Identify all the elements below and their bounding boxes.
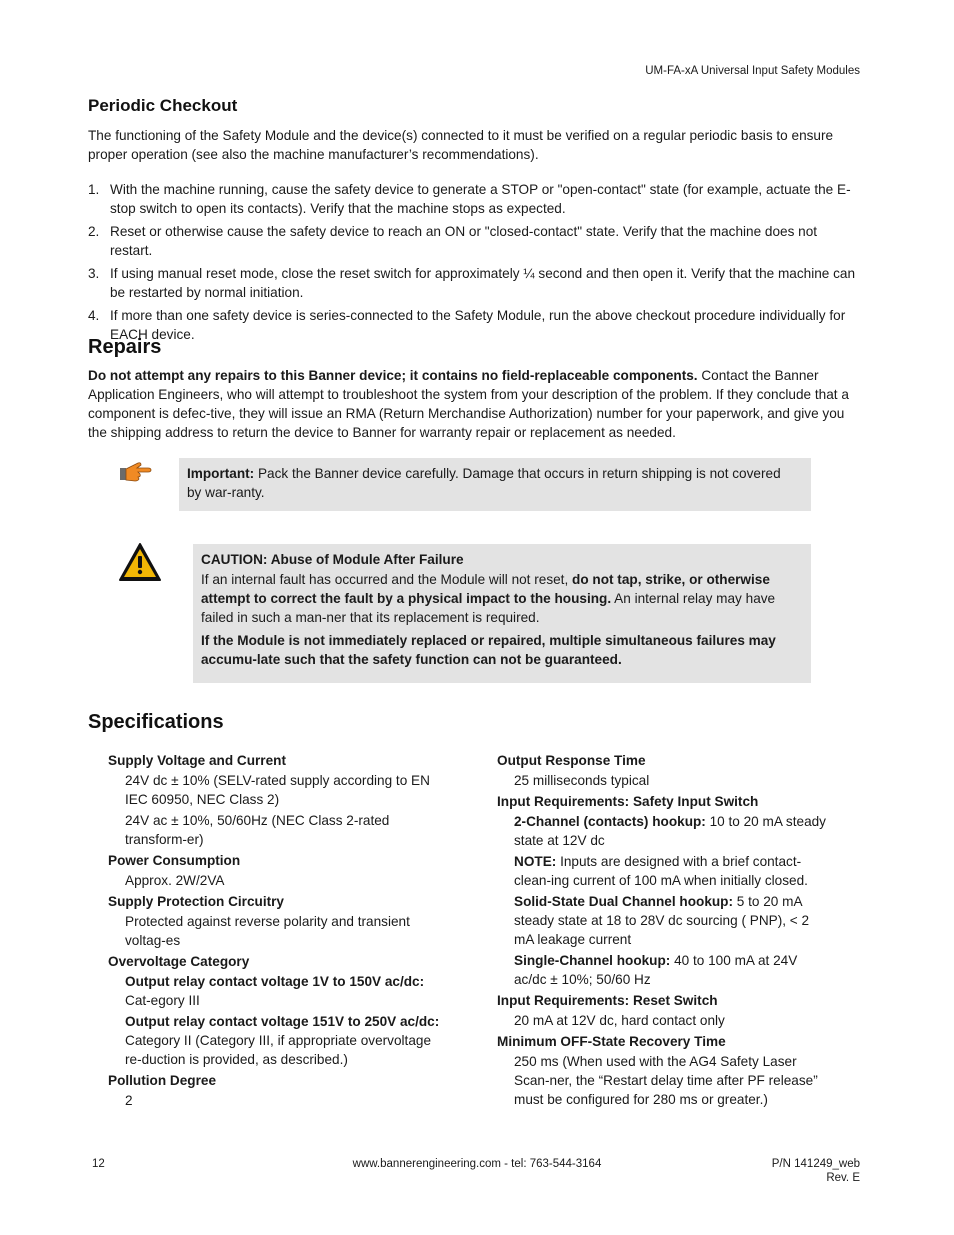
spec-value-bold: Output relay contact voltage 1V to 150V ac/dc:	[125, 974, 425, 989]
caution-text-a: If an internal fault has occurred and the Module will not reset,	[201, 572, 573, 587]
step-text: If more than one safety device is series-connected to the Safety Module, run the above checkout procedure individually for EACH device.	[110, 308, 846, 342]
spec-value: 250 ms (When used with the AG4 Safety Laser Scan-ner, the “Restart delay time after PF release” must be configured for 280 ms or greater.)	[514, 1054, 818, 1107]
spec-value: 2	[125, 1093, 133, 1108]
spec-title: Input Requirements: Safety Input Switch	[497, 794, 759, 809]
checkout-steps-list	[88, 180, 858, 348]
spec-value-text: Inputs are designed with a brief contact-clean-ing current of 100 mA when initially closed.	[514, 854, 808, 888]
important-label: Important:	[187, 466, 255, 481]
spec-supply-voltage	[108, 751, 443, 849]
spec-overvoltage-category	[108, 952, 443, 1069]
step-number: 1.	[88, 182, 100, 197]
caution-title: CAUTION: Abuse of Module After Failure	[201, 552, 464, 567]
list-item	[88, 264, 858, 302]
spec-safety-input	[497, 792, 832, 989]
spec-title: Output Response Time	[497, 753, 646, 768]
step-text: If using manual reset mode, close the reset switch for approximately ¼ second and then open it. Verify that the machine can be restarted by normal initiation.	[110, 266, 856, 300]
spec-value	[497, 852, 832, 890]
spec-title: Supply Voltage and Current	[108, 753, 286, 768]
spec-value: 24V dc ± 10% (SELV-rated supply according to EN IEC 60950, NEC Class 2)	[125, 773, 430, 807]
caution-text-c: An internal relay may have failed in such a man-ner that its replacement is required.	[201, 591, 776, 625]
heading-specifications: Specifications	[88, 711, 224, 733]
important-text: Pack the Banner device carefully. Damage that occurs in return shipping is not covered by war-ranty.	[187, 466, 781, 500]
step-text: Reset or otherwise cause the safety device to reach an ON or "closed-contact" state. Verify that the machine does not restart.	[110, 224, 818, 258]
caution-text-bold: do not tap, strike, or otherwise attempt to correct the fault by a physical impact to the housing.	[201, 572, 770, 606]
spec-recovery-time	[497, 1032, 832, 1109]
list-item	[88, 222, 858, 260]
spec-reset-switch	[497, 991, 832, 1030]
spec-value-bold: Single-Channel hookup:	[514, 953, 671, 968]
spec-title: Power Consumption	[108, 853, 241, 868]
caution-warning-bold: If the Module is not immediately replaced or repaired, multiple simultaneous failures may accumu-late such that the safety function can not be guaranteed.	[201, 633, 776, 667]
spec-value-text: 10 to 20 mA steady state at 12V dc	[514, 814, 826, 848]
caution-box	[193, 544, 811, 683]
spec-title: Overvoltage Category	[108, 954, 250, 969]
spec-value	[497, 812, 832, 850]
spec-value-text: Cat-egory III	[125, 993, 200, 1008]
important-note-box	[179, 458, 811, 511]
revision: Rev. E	[826, 1172, 860, 1184]
spec-value-bold: Solid-State Dual Channel hookup:	[514, 894, 734, 909]
spec-value: 25 milliseconds typical	[514, 773, 650, 788]
spec-value-text: 5 to 20 mA steady state at 18 to 28V dc sourcing ( PNP), < 2 mA leakage current	[514, 894, 810, 947]
spec-output-response	[497, 751, 832, 790]
specs-right-column	[497, 751, 832, 1111]
spec-value-bold: NOTE:	[514, 854, 557, 869]
spec-value	[108, 972, 443, 1010]
running-header: UM-FA-xA Universal Input Safety Modules	[645, 65, 860, 77]
list-item	[88, 180, 858, 218]
spec-value-text: Category II (Category III, if appropriate overvoltage re-duction is provided, as described.)	[125, 1033, 432, 1067]
spec-title: Supply Protection Circuitry	[108, 894, 284, 909]
spec-pollution-degree	[108, 1071, 443, 1110]
step-number: 3.	[88, 266, 100, 281]
step-number: 2.	[88, 224, 100, 239]
spec-value	[108, 1012, 443, 1069]
spec-power-consumption	[108, 851, 443, 890]
spec-title: Minimum OFF-State Recovery Time	[497, 1034, 726, 1049]
spec-value: 20 mA at 12V dc, hard contact only	[514, 1013, 725, 1028]
spec-value-bold: Output relay contact voltage 151V to 250V ac/dc:	[125, 1014, 440, 1029]
spec-title: Input Requirements: Reset Switch	[497, 993, 718, 1008]
step-number: 4.	[88, 308, 100, 323]
spec-value	[497, 951, 832, 989]
periodic-intro: The functioning of the Safety Module and the device(s) connected to it must be verified on a regular periodic basis to ensure proper operation (see also the machine manufacturer’s recommendations).	[88, 128, 834, 162]
spec-value: 24V ac ± 10%, 50/60Hz (NEC Class 2-rated transform-er)	[125, 813, 390, 847]
repairs-text: Contact the Banner Application Engineers, who will attempt to troubleshoot the system from your description of the problem. If they conclude that a component is defec-tive, they will issue an RMA (Return Merchandise Authorization) number for your paperwork, and give you the shipping address to return the device to Banner for warranty repair or replacement as needed.	[88, 368, 849, 440]
spec-value: Protected against reverse polarity and transient voltag-es	[125, 914, 410, 948]
repairs-paragraph	[88, 366, 863, 442]
heading-repairs: Repairs	[88, 336, 162, 358]
spec-supply-protection	[108, 892, 443, 950]
step-text: With the machine running, cause the safety device to generate a STOP or "open-contact" state (for example, actuate the E-stop switch to open its contacts). Verify that the machine stops as expected.	[110, 182, 851, 216]
pointing-hand-icon	[118, 460, 152, 484]
spec-value-bold: 2-Channel (contacts) hookup:	[514, 814, 706, 829]
part-number: P/N 141249_web	[771, 1158, 860, 1170]
footer-part-number	[772, 1157, 860, 1185]
spec-value	[497, 892, 832, 949]
spec-value-text: 40 to 100 mA at 24V ac/dc ± 10%; 50/60 Hz	[514, 953, 798, 987]
list-item	[88, 306, 858, 344]
spec-value: Approx. 2W/2VA	[125, 873, 225, 888]
specs-left-column	[108, 751, 443, 1112]
spec-title: Pollution Degree	[108, 1073, 217, 1088]
footer-website: www.bannerengineering.com - tel: 763-544-3164	[352, 1158, 602, 1170]
heading-periodic-checkout: Periodic Checkout	[88, 96, 238, 115]
repairs-warning-bold: Do not attempt any repairs to this Banner device; it contains no field-replaceable components.	[88, 368, 698, 383]
warning-triangle-icon	[118, 542, 162, 582]
caution-paragraph	[201, 570, 803, 627]
page-number: 12	[92, 1158, 105, 1170]
